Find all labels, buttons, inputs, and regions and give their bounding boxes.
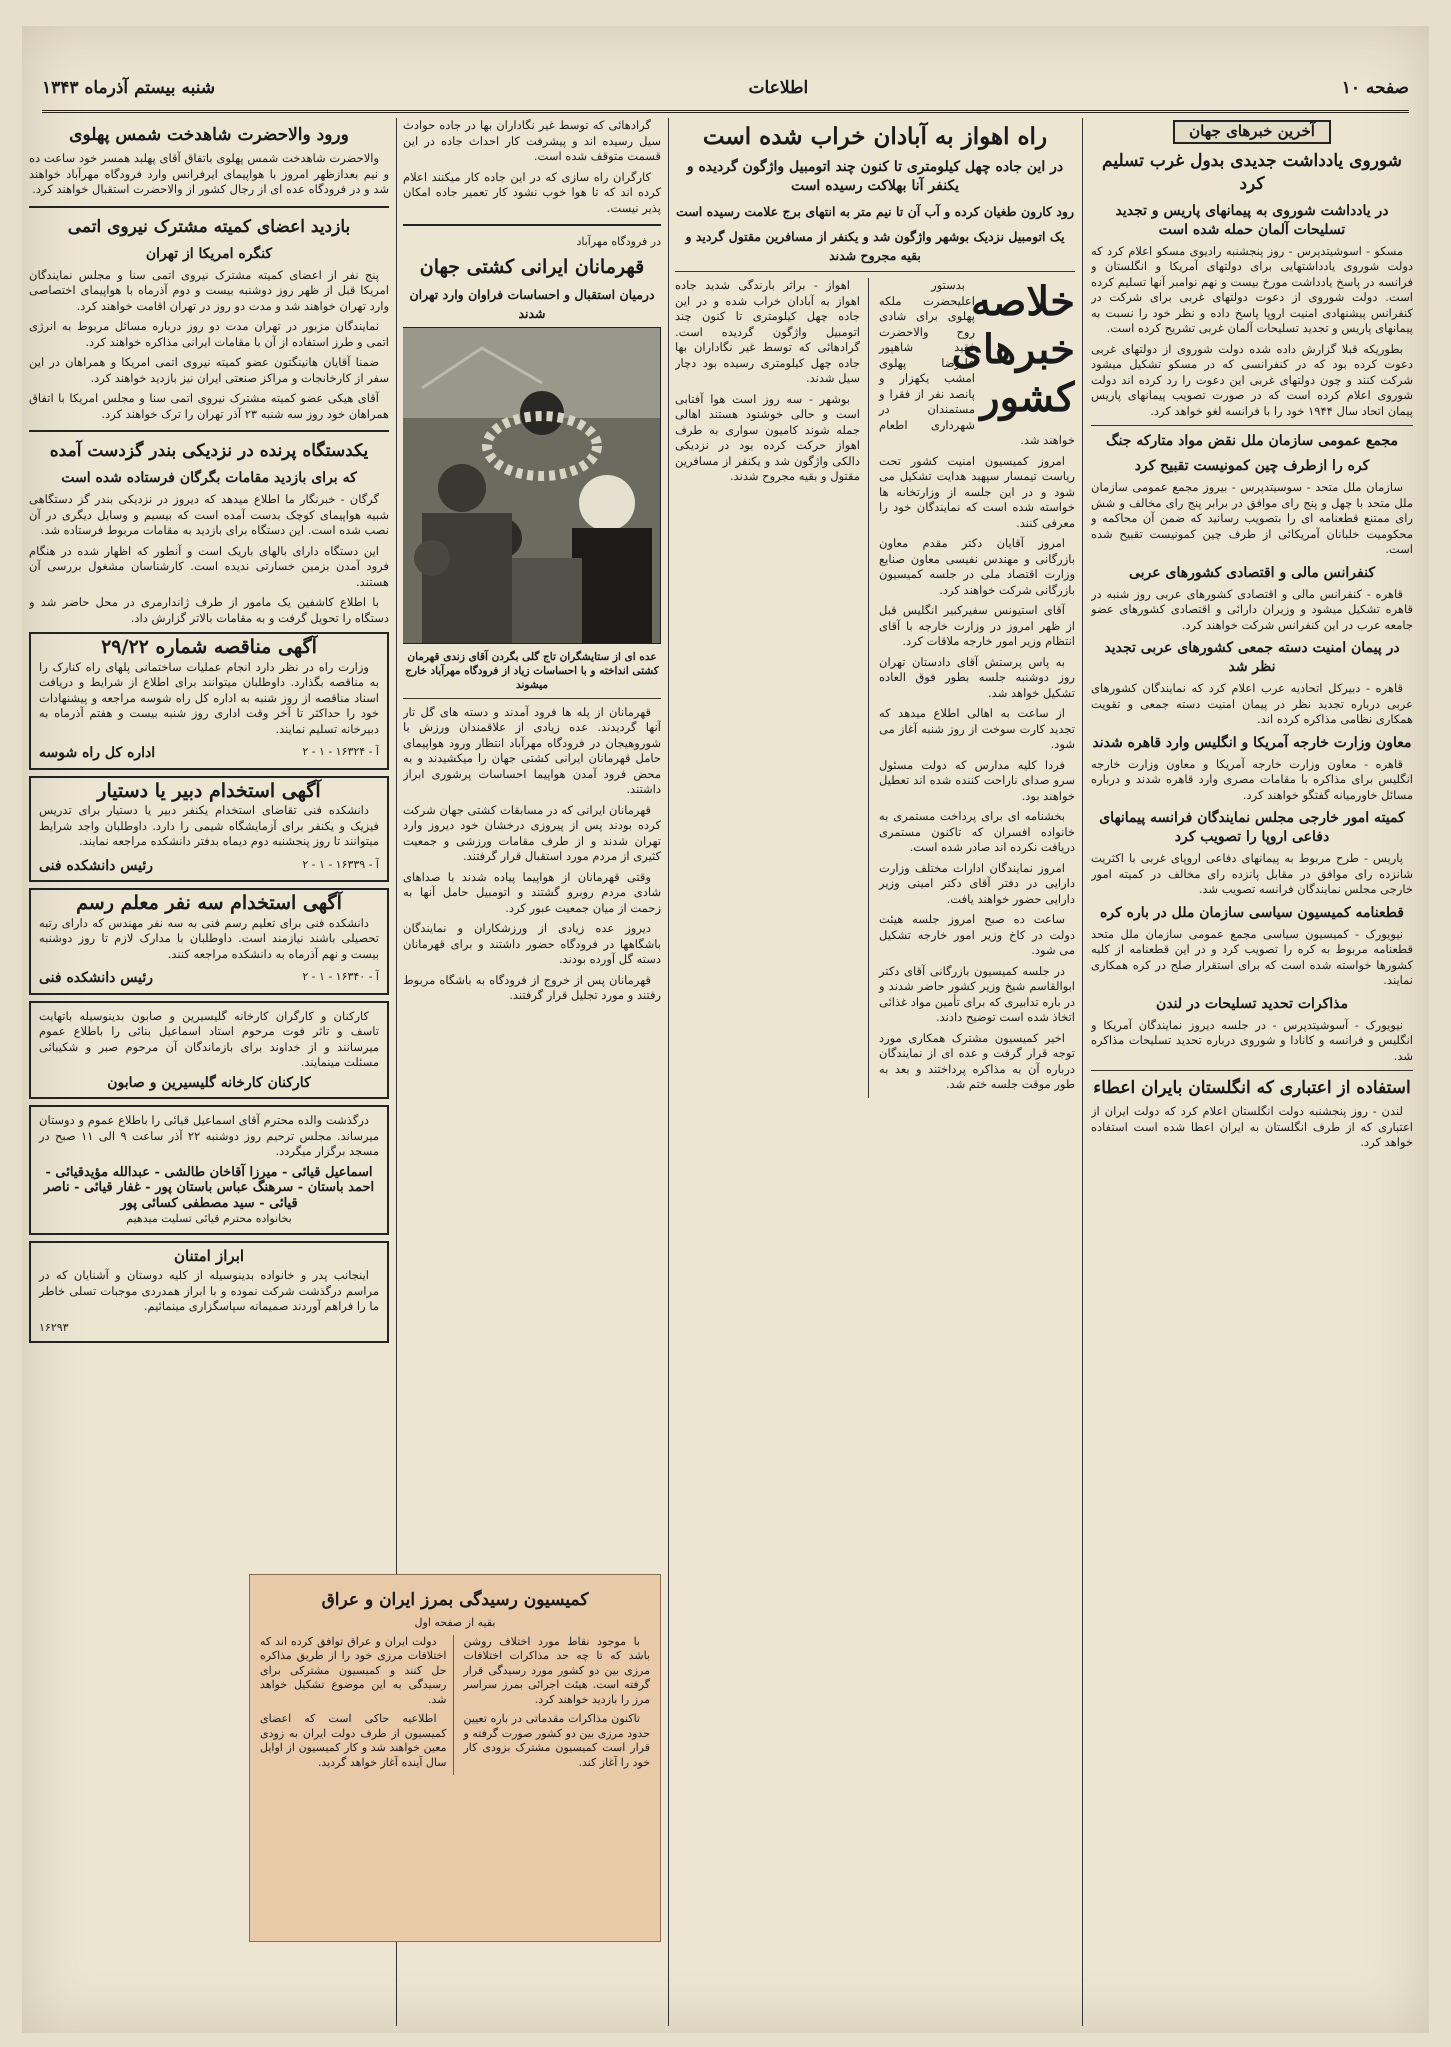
ad-signature: رئیس دانشکده فنی bbox=[39, 970, 153, 986]
ads-column bbox=[29, 118, 389, 2023]
article-body: ضمنا آقایان هانینگتون عضو کمیته نیروی اتمی امریکا و همراهان در این سفر از کارخانجات و مراکز صنعتی ایران نیز بازدید خواهند کرد. bbox=[29, 355, 389, 385]
divider bbox=[29, 430, 389, 432]
article-body: بدستور اعلیحضرت ملکه پهلوی برای شادی روح والاحضرت فقید شاهپور علیرضا پهلوی امشب یکهزار و پانصد نفر از فقرا و مستمندان در شهرداری اطعام خواهند شد. bbox=[879, 278, 1075, 447]
ad-body: دانشکده فنی تقاضای استخدام یکنفر دبیر یا دستیار برای تدریس فیزیک و یکنفر برای آزمایشگاه شیمی را دارد. داوطلبان واجد شرایط میتوانند تا روز پنجشنبه دوم دیماه بدفتر دانشکده مراجعه نمایند. bbox=[39, 803, 379, 848]
article-body: اطلاعیه حاکی است که اعضای کمیسیون از طرف دولت ایران به زودی معین خواهند شد و کار کمیسیون از اوایل سال آینده آغاز خواهد گردید. bbox=[260, 1712, 447, 1769]
article-body: بخشنامه ای برای پرداخت مستمری به خانواده افسران که تاکنون مستمری دریافت نکرده اند صادر شده است. bbox=[879, 809, 1075, 854]
paper-name: اطلاعات bbox=[748, 78, 809, 98]
notice-signature: کارکنان کارخانه گلیسیرین و صابون bbox=[107, 1074, 311, 1091]
article-body: اخیر کمیسیون مشترک همکاری مورد توجه قرار گرفت و عده ای از نمایندگان درباره آن به مذاکره پرداختند و بعد به طور موقت جلسه ختم شد. bbox=[879, 1030, 1075, 1091]
headline: مذاکرات تحدید تسلیحات در لندن bbox=[1155, 995, 1349, 1012]
headline: کمیته امور خارجی مجلس نمایندگان فرانسه پیمانهای دفاعی اروپا را تصویب کرد bbox=[1099, 810, 1405, 845]
headline: کمیسیون رسیدگی بمرز ایران و عراق bbox=[321, 1590, 589, 1610]
headline: یکدستگاه پرنده در نزدیکی بندر گزدست آمده bbox=[49, 441, 369, 461]
article-body: امروز کمیسیون امنیت کشور تحت ریاست تیمسار سپهبد هدایت تشکیل می شود و در این جلسه از وزارتخانه ها خواسته شده است که نمایندگان خود را معرفی کنند. bbox=[879, 453, 1075, 530]
article-body: قهرمانان از پله ها فرود آمدند و دسته های گل تار آنها گردیدند. عده زیادی از علاقمندان ورزش با شوروهیجان در فرودگاه مهرآباد انتظار ورود هواپیمای حامل قهرمانان ایرانی کشتی جهان را میکشیدند و به محض فرود آمدن هواپیما احساسات پرشوری ابراز داشتند. bbox=[403, 704, 661, 796]
headline: کنفرانس مالی و اقتصادی کشورهای عربی bbox=[1129, 564, 1375, 581]
subheadline: کنگره امریکا از تهران bbox=[145, 245, 273, 262]
subheadline: که برای بازدید مقامات بگرگان فرستاده شده است bbox=[61, 470, 357, 486]
article-body: کارگران راه سازی که در این جاده کار میکنند اعلام کرده اند که تا هوا خوب نشود کار تعمیر جاده امکان پذیر نیست. bbox=[403, 169, 661, 215]
divider bbox=[403, 224, 661, 226]
article-body: لندن - روز پنجشنبه دولت انگلستان اعلام کرد که دولت ایران از اعتباری که از طرف انگلستان به ایران اعطا شده است استفاده خواهد کرد. bbox=[1091, 1104, 1413, 1149]
article-body: این دستگاه دارای بالهای باریک است و آنطور که اظهار شده در هنگام فرود آمدن بزمین خسارتی ندیده است. کارشناسان مشغول بررسی آن هستند. bbox=[29, 543, 389, 589]
article-body: با اطلاع کاشفین یک مامور از طرف ژاندارمری در محل حاضر شد و دستگاه را تحویل گرفت و به مقامات بالاتر گزارش داد. bbox=[29, 595, 389, 625]
subheadline: رود کارون طغیان کرده و آب آن تا نیم متر به انتهای برج علامت رسیده است bbox=[676, 204, 1074, 219]
ad-body: اینجانب پدر و خانواده بدینوسیله از کلیه دوستان و آشنایان که در مراسم درگذشت شرکت نموده و با ابراز همدردی موجبات تسلی خاطر ما را فراهم آوردند صمیمانه سپاسگزاری مینمائیم. bbox=[39, 1268, 379, 1313]
article-body: به پاس پرستش آقای دادستان تهران روز دوشنبه جلسه بطور فوق العاده تشکیل خواهد شد. bbox=[879, 654, 1075, 700]
ad-signature: رئیس دانشکده فنی bbox=[39, 857, 153, 874]
divider bbox=[1091, 425, 1413, 426]
column-rule bbox=[668, 118, 669, 2026]
newspaper-page bbox=[22, 26, 1429, 2033]
thanks-notice bbox=[29, 1241, 389, 1344]
headline: معاون وزارت خارجه آمریکا و انگلیس وارد قاهره شدند bbox=[1092, 734, 1412, 751]
column-rule bbox=[1082, 118, 1083, 2026]
article-body: ساعت ده صبح امروز جلسه هیئت دولت در کاخ وزیر امور خارجه تشکیل می شود. bbox=[879, 912, 1075, 957]
article-body: امروز نمایندگان ادارات مختلف وزارت دارایی در دفتر آقای دکتر امینی وزیر دارایی حضور خواهند یافت. bbox=[879, 860, 1075, 906]
ad-title: آگهی استخدام سه نفر معلم رسم bbox=[76, 892, 342, 914]
article-body: دولت ایران و عراق توافق کرده اند که اختلافات مرزی خود را از طریق مذاکره حل کنند و کمیسیون مشترکی برای رسیدگی به این موضوع تشکیل خواهد شد. bbox=[260, 1634, 447, 1706]
article-body: فردا کلیه مدارس که دولت مسئول سرو صدای ناراحت کننده شده اند تعطیل خواهند بود. bbox=[879, 757, 1075, 803]
photo-caption: عده ای از ستایشگران تاج گلی بگردن آقای زندی قهرمان کشتی انداخته و با احساسات زیاد از فرودگاه مهرآباد خارج میشوند bbox=[405, 650, 659, 691]
article-body: نیویورک - آسوشیتدپرس - در جلسه دیروز نمایندگان آمریکا و انگلیس و فرانسه و کانادا و شوروی درباره تحدید تسلیحات مذاکره شد. bbox=[1091, 1017, 1413, 1063]
divider bbox=[675, 271, 1075, 272]
domestic-news-column bbox=[675, 118, 1075, 2023]
article-body: قاهره - کنفرانس مالی و اقتصادی کشورهای عربی روز شنبه در قاهره تشکیل میشود و وزیران دارائی و اقتصادی کشورهای عضو جامعه عرب در این کنفرانس شرکت خواهند کرد. bbox=[1091, 586, 1413, 632]
article-body: تاکنون مذاکرات مقدماتی در باره تعیین حدود مرزی بین دو کشور صورت گرفته و قرار است کمیسیون مشترک بزودی کار خود را آغاز کند. bbox=[463, 1712, 650, 1769]
ad-body: وزارت راه در نظر دارد انجام عملیات ساختمانی پلهای راه کنارک را به مناقصه بگذارد. داوطلبان میتوانند برای اطلاع از شرایط و دریافت اسناد مناقصه از روز شنبه به اداره کل راه شوسه مراجعه و پیشنهادات خود را حداکثر تا آخر وقت اداری روز شنبه بیست و هفتم آذرماه به دبیرخانه تسلیم نمایند. bbox=[39, 659, 379, 736]
subheadline: کره را ازطرف چین کمونیست تقبیح کرد bbox=[1134, 458, 1370, 474]
headline: راه اهواز به آبادان خراب شده است bbox=[702, 123, 1048, 150]
subheadline: در این جاده چهل کیلومتری تا کنون چند اتومبیل واژگون گردیده و یکنفر آنا بهلاکت رسیده است bbox=[686, 159, 1064, 194]
ad-signature: اداره کل راه شوسه bbox=[39, 745, 156, 761]
article-body: قاهره - معاون وزارت خارجه آمریکا و معاون وزارت خارجه انگلیس برای مذاکره با مقامات مصری وارد قاهره شدند و درباره مسائل خاورمیانه گفتگو خواهند کرد. bbox=[1091, 756, 1413, 802]
article-body: مسکو - اسوشیتدپرس - روز پنجشنبه رادیوی مسکو اعلام کرد که دولت شوروی یادداشتهایی برای دولتهای آمریکا و انگلستان و فرانسه در پاسخ یادداشت مورخ بیست و نهم نوامبر آنها تسلیم کرده است. دولت شوروی از دعوت دولتهای غربی برای شرکت در کنفرانس پیشنهادی امنیت اروپا پاسخ داده و نظر خود را نسبت به پیمانهای پاریس و تجدید تسلیحات آلمان غربی تشریح کرده است. bbox=[1091, 243, 1413, 335]
date-line: شنبه بیستم آذرماه ۱۳۴۳ bbox=[42, 78, 216, 98]
crowd-photo-illustration bbox=[403, 328, 660, 643]
employment-ad bbox=[29, 888, 389, 995]
world-news-column bbox=[1091, 118, 1413, 2023]
headline: مجمع عمومی سازمان ملل نقض مواد متارکه جنگ bbox=[1106, 433, 1398, 449]
ad-body: دانشکده فنی برای تعلیم رسم فنی به سه نفر مهندس که دارای رتبه تحصیلی باشند نیازمند است. داوطلبان با مدارک لازم تا روز دوشنبه بیست و نهم آذرماه به دانشکده مراجعه کنند. bbox=[39, 915, 379, 961]
article-body: قهرمانان ایرانی که در مسابقات کشتی جهان شرکت کرده بودند پس از پیروزی درخشان خود دیروز وارد تهران شدند و از طرف مقامات ورزشی و جمعیت کثیری از مردم مورد استقبال قرار گرفتند. bbox=[403, 802, 661, 863]
subheadline: در یادداشت شوروی به پیمانهای پاریس و تجدید تسلیحات آلمان حمله شده است bbox=[1115, 202, 1389, 238]
continued-note: بقیه از صفحه اول bbox=[414, 1616, 496, 1629]
article-body: از ساعت به اهالی اطلاع میدهد که تجدید کارت سوخت از روز شنبه آغاز می شود. bbox=[879, 706, 1075, 751]
article-body: نمایندگان مزبور در تهران مدت دو روز درباره مسائل مربوط به انرژی اتمی و طرز استفاده از آن با مقامات ایرانی مذاکره خواهند کرد. bbox=[29, 319, 389, 349]
headline: شوروی یادداشت جدیدی بدول غرب تسلیم کرد bbox=[1102, 150, 1402, 194]
headline: در پیمان امنیت دسته جمعی کشورهای عربی تجدید نظر شد bbox=[1104, 640, 1400, 675]
ad-code: آ - ۱۶۳۴۰ - ۱ - ۲ bbox=[302, 970, 379, 983]
divider bbox=[29, 206, 389, 208]
article-body: پنج نفر از اعضای کمیته مشترک نیروی اتمی سنا و مجلس نمایندگان امریکا قبل از ظهر روز دوشنبه بیست و دوم آذرماه با هواپیمای اختصاصی وارد تهران خواهند شد و مدت دو روز در تهران اقامت خواهند کرد. bbox=[29, 267, 389, 313]
article-body: آقای استیونس سفیرکبیر انگلیس قبل از ظهر امروز در وزارت خارجه با آقای انتظام وزیر امور خارجه ملاقات کرد. bbox=[879, 603, 1075, 648]
article-body: پاریس - طرح مربوط به پیمانهای دفاعی اروپای غربی با اکثریت شانزده رای موافق در مقابل پانزده رای مخالف در کمیته امور خارجی مجلس نمایندگان فرانسه تصویب شد. bbox=[1091, 851, 1413, 896]
headline: قهرمانان ایرانی کشتی جهان bbox=[419, 255, 645, 278]
headline: قطعنامه کمیسیون سیاسی سازمان ملل در باره کره bbox=[1100, 904, 1404, 921]
divider bbox=[403, 698, 661, 699]
article-body: وقتی قهرمانان از هواپیما پیاده شدند با صداهای شادی مردم روبرو گشتند و اتومبیل حامل آنها به زحمت از میان جمعیت عبور کرد. bbox=[403, 869, 661, 915]
page-number: صفحه ۱۰ bbox=[1341, 78, 1409, 98]
memorial-names: اسماعیل قیائی - میرزا آقاخان طالشی - عبدالله مؤیدقیائی - احمد باستان - سرهنگ عباس باستان پور - غفار قیائی - ناصر قیائی - سید مصطفی کسائی پور bbox=[43, 1164, 375, 1211]
article-body: با موجود نقاط مورد اختلاف روشن باشد که تا چه حد مذاکرات اختلافات مرزی بین دو کشور مورد رسیدگی قرار گرفته است. هیئت اجرائی بمرز سراسر مرز را بازدید خواهند کرد. bbox=[463, 1634, 650, 1706]
divider bbox=[1091, 1070, 1413, 1071]
article-body: بوشهر - سه روز است هوا آفتابی است و حالی خوشنود هستند اهالی جمله شوند کامیون سواری به طرف اهواز حرکت کرده بود در نزدیکی دالکی واژگون شد و یکنفر از مسافرین مقتول و بقیه مجروح شدند. bbox=[675, 391, 860, 483]
article-body: امروز آقایان دکتر مقدم معاون بازرگانی و مهندس نفیسی معاون صنایع وزارت اقتصاد ملی در جلسه کمیسیون بازرگانی شرکت خواهند کرد. bbox=[879, 536, 1075, 597]
world-news-box-title: آخرین خبرهای جهان bbox=[1173, 120, 1331, 144]
masthead bbox=[42, 66, 1409, 113]
article-body: سازمان ملل متحد - سوسیتدپرس - بیروز مجمع عمومی سازمان ملل متحد با چهل و پنج رای موافق در برابر پنج رای مخالف و شش رای ممتنع قطعنامه ای را بتصویب رسانید که ضمن آن محاکمه و محکومیت خلبانان آمریکائی از طرف چین کمونیست تقبیح شده است. bbox=[1091, 480, 1413, 556]
article-body: دیروز عده زیادی از ورزشکاران و نمایندگان باشگاهها در فرودگاه حضور داشتند و برای قهرمانان دسته گل آورده بودند. bbox=[403, 921, 661, 966]
headline: بازدید اعضای کمیته مشترک نیروی اتمی bbox=[67, 216, 351, 237]
employment-ad bbox=[29, 776, 389, 883]
article-body: اهواز - براثر بارندگی شدید جاده اهواز به آبادان خراب شده و در این جاده چهل کیلومتری تا کنون چند اتومبیل واژگون گردیده است. گرادهائی که توسط غیر نگاداران بها جاده چهل کیلومتری رسیده بود دچار سیل شدند. bbox=[675, 278, 860, 385]
tender-ad bbox=[29, 632, 389, 770]
headline: استفاده از اعتباری که انگلستان بایران اعطاء bbox=[1093, 1078, 1411, 1098]
notice-body: کارکنان و کارگران کارخانه گلیسیرین و صابون بدینوسیله باتهایت تاسف و تاثر فوت مرحوم استاد اسماعیل بنائی را باطلاع عموم میرسانند و از خداوند برای بازماندگان آن مرحوم صبر و شکیبائی مسئلت مینمایند. bbox=[39, 1008, 379, 1069]
memorial-signature: بخانواده محترم قیائی تسلیت میدهیم bbox=[126, 1212, 292, 1225]
article-body: نیویورک - کمیسیون سیاسی مجمع عمومی سازمان ملل متحد قطعنامه مربوط به کره را تصویب کرد و در این قطعنامه از کلیه کشورها خواسته شده است که برای استقرار صلح در کره همکاری نمایند. bbox=[1091, 926, 1413, 987]
ad-code: آ - ۱۶۳۲۴ - ۱ - ۲ bbox=[302, 745, 379, 758]
ad-code: آ - ۱۶۳۳۹ - ۱ - ۲ bbox=[302, 857, 379, 871]
memorial-body: درگذشت والده محترم آقای اسماعیل قیائی را باطلاع عموم و دوستان میرساند. مجلس ترحیم روز دوشنبه ۲۲ آذر ساعت ۹ الی ۱۱ صبح در مسجد برگزار میگردد. bbox=[39, 1113, 379, 1158]
kicker: در فرودگاه مهرآباد bbox=[576, 235, 661, 248]
subheadline: درمیان استقبال و احساسات فراوان وارد تهران شدند bbox=[409, 286, 655, 321]
wrestlers-photo bbox=[403, 327, 661, 644]
ad-title: آگهی استخدام دبیر یا دستیار bbox=[97, 779, 321, 802]
section-title: خلاصه خبرهای کشور bbox=[951, 278, 1075, 421]
article-body: قاهره - دبیرکل اتحادیه عرب اعلام کرد که نمایندگان کشورهای عربی درباره تجدید نظر در پیمان امنیت دسته جمعی و تقویت همکاری نظامی مذاکره کرده اند. bbox=[1091, 681, 1413, 726]
article-body: والاحضرت شاهدخت شمس پهلوی باتفاق آقای پهلبد همسر خود ساعت ده و نیم بعدازظهر امروز با هواپیمای ایرفرانس وارد فرودگاه مهرآباد خواهند شد و در فرودگاه عده ای از رجال کشور از والاحضرت استقبال خواهند کرد. bbox=[29, 151, 389, 196]
article-body: گرگان - خبرنگار ما اطلاع میدهد که دیروز در نزدیکی بندر گز دستگاهی شبیه هواپیمای کوچک بدست آمده است که بیسیم و وسایل دیگری در آن نصب شده است. این دستگاه برای بازدید به مقامات مربوط فرستاده شد. bbox=[29, 492, 389, 537]
ad-code: ۱۶۲۹۳ bbox=[39, 1320, 69, 1334]
article-body: بطوریکه قبلا گزارش داده شده دولت شوروی از دولتهای غربی دعوت کرده بود که در کنفرانسی که در مسکو تشکیل میشود شرکت کنند و چون دولتهای غربی این دعوت را رد کرده اند دولت شوروی اعلام کرده است که در صورت تصویب پیمانهای پاریس پیمان اتحاد سال ۱۹۴۴ خود را با فرانسه لغو خواهد کرد. bbox=[1091, 341, 1413, 418]
article-body: آقای هیکی عضو کمیته مشترک نیروی اتمی سنا و مجلس امریکا با اتفاق همراهان خود روز سه شنبه ۲۳ آذر تهران را ترک خواهند کرد. bbox=[29, 391, 389, 421]
subheadline: یک اتومبیل نزدیک بوشهر واژگون شد و یکنفر از مسافرین مقتول گردید و بقیه مجروح شدند bbox=[685, 229, 1065, 263]
ad-title: آگهی مناقصه شماره ۲۹/۲۲ bbox=[101, 636, 317, 658]
memorial-notice bbox=[29, 1105, 389, 1235]
article-body: قهرمانان پس از خروج از فرودگاه به باشگاه مربوط رفتند و مورد تجلیل قرار گرفتند. bbox=[403, 972, 661, 1002]
article-body: گرادهائی که توسط غیر نگاداران بها در جاده حوادث سیل رسیده اند و پیشرفت کار احداث جاده در این قسمت متوقف شده است. bbox=[403, 118, 661, 163]
ad-title: ابراز امتنان bbox=[173, 1246, 245, 1265]
condolence-notice bbox=[29, 1001, 389, 1100]
headline: ورود والاحضرت شاهدخت شمس پهلوی bbox=[69, 125, 349, 145]
article-body: در جلسه کمیسیون بازرگانی آقای دکتر ابوالقاسم شیخ وزیر کشور حاضر شدند و در باره تدابیری که برای تأمین مواد غذائی اتخاذ شده است توضیح دادند. bbox=[879, 963, 1075, 1024]
